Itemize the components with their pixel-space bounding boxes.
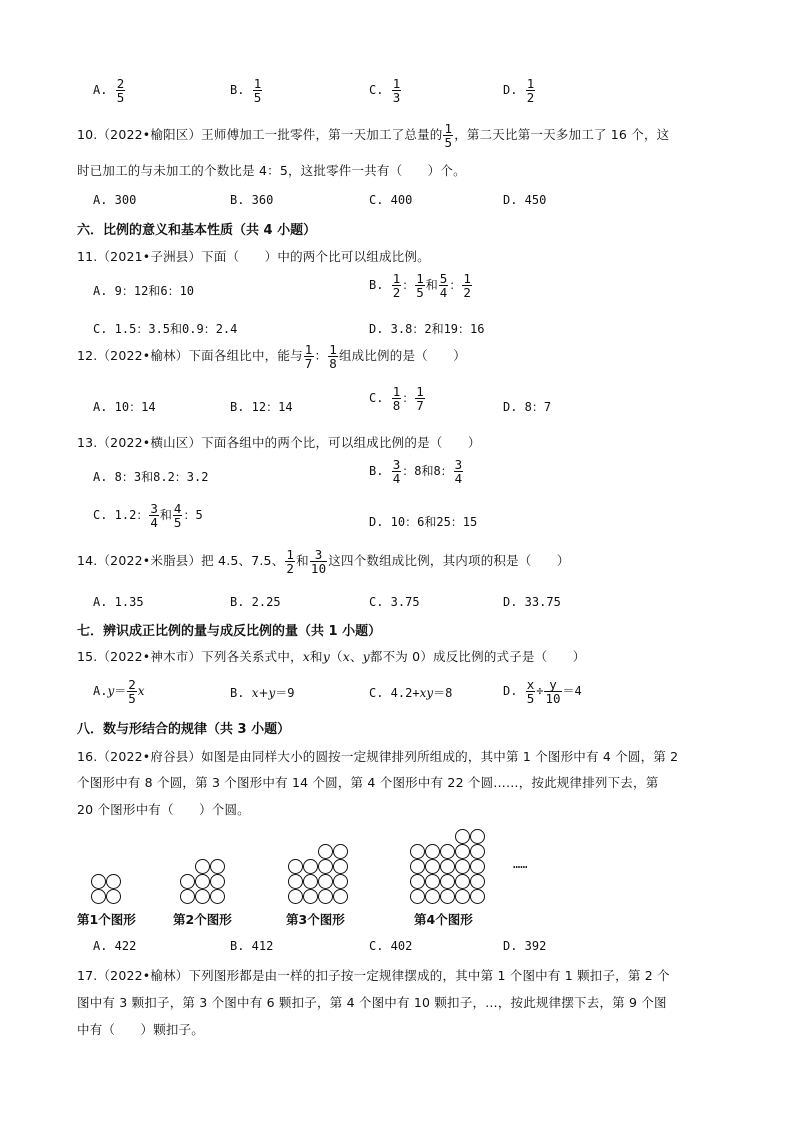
ratio-colon: ：: [402, 278, 415, 293]
numerator: 1: [304, 342, 313, 357]
figure-ellipsis: ……: [513, 857, 528, 871]
denominator: 4: [454, 471, 463, 487]
denominator: 2: [286, 561, 295, 577]
pattern-circle: [411, 890, 425, 904]
pattern-circle: [196, 860, 210, 874]
variable-x: x: [342, 649, 350, 664]
q13-option-a: A. 8：3和8.2：3.2: [93, 470, 209, 484]
pattern-circle: [334, 845, 348, 859]
denominator: 4: [150, 515, 158, 531]
pattern-circle: [456, 860, 470, 874]
numerator: 3: [150, 501, 158, 516]
option-letter: C.: [369, 391, 384, 406]
denominator: 5: [128, 691, 136, 707]
q11-option-d: D. 3.8：2和19：16: [369, 322, 485, 336]
q16-line2: 个图形中有 8 个圆，第 3 个图形中有 14 个圆，第 4 个图形中有 22 个圆……，按此规律排列下去，第: [77, 775, 659, 790]
divide-sign: ÷: [536, 684, 544, 699]
q9-option-c: [369, 77, 402, 104]
fraction: [173, 502, 183, 529]
and-text: 和: [310, 649, 323, 664]
ratio-text: ：8和8：: [402, 464, 453, 479]
option-letter: B.: [369, 278, 384, 293]
fraction: [415, 272, 425, 299]
numerator: 1: [444, 121, 453, 136]
numerator: x: [526, 677, 535, 692]
q14-text: 这四个数组成比例，其内项的积是（ ）: [328, 553, 570, 569]
q9-option-d: [503, 77, 536, 104]
q14-option-a: A. 1.35: [93, 595, 144, 609]
q15-text: （: [329, 649, 343, 664]
pattern-circle: [411, 875, 425, 889]
q15-text: 、: [349, 649, 363, 664]
fraction: [544, 678, 561, 705]
q13-stem: 13.（2022•横山区）下面各组中的两个比，可以组成比例的是（ ）: [77, 435, 481, 450]
pattern-circle: [471, 845, 485, 859]
q10-text: ，第二天比第一天多加工了 16 个，这: [454, 127, 670, 143]
fraction: [526, 678, 536, 705]
pattern-circle: [211, 890, 225, 904]
numerator: 1: [526, 76, 535, 91]
q15-text: 15.（2022•神木市）下列各关系式中，: [77, 649, 303, 664]
numerator: 3: [314, 547, 323, 562]
numerator: 2: [128, 677, 136, 692]
pattern-circle: [92, 875, 106, 889]
equation-tail: ＝8: [433, 686, 453, 700]
fraction: [454, 458, 464, 485]
and-text: 和: [159, 508, 172, 523]
pattern-circle: [334, 875, 348, 889]
q11-option-b: [369, 272, 473, 299]
q16-line3: 20 个图形中有（ ）个圆。: [77, 802, 250, 817]
pattern-circle: [107, 890, 121, 904]
pattern-circle: [211, 860, 225, 874]
numerator: 1: [416, 384, 424, 399]
fraction: [392, 272, 402, 299]
q14-text: 14.（2022•米脂县）把 4.5、7.5、: [77, 553, 285, 569]
fraction: [462, 272, 472, 299]
q15-option-b: [230, 684, 295, 701]
denominator: 2: [463, 285, 471, 301]
expression: x+y: [251, 686, 276, 700]
pattern-circle: [319, 890, 333, 904]
pattern-circle: [426, 845, 440, 859]
pattern-circle: [471, 830, 485, 844]
equals-sign: ＝: [114, 684, 127, 699]
pattern-circle: [289, 875, 303, 889]
pattern-circle: [319, 875, 333, 889]
pattern-circle: [471, 875, 485, 889]
q11-stem: 11.（2021•子洲县）下面（ ）中的两个比可以组成比例。: [77, 249, 430, 264]
fraction: [392, 77, 402, 104]
q10-option-c: C. 400: [369, 193, 413, 207]
q10-line2: 时已加工的与未加工的个数比是 4：5，这批零件一共有（ ）个。: [77, 163, 466, 178]
numerator: 1: [392, 384, 401, 399]
numerator: 1: [392, 76, 401, 91]
q15-option-d: [503, 678, 582, 705]
pattern-circle: [456, 830, 470, 844]
q17-line3: 中有（ ）颗扣子。: [77, 1022, 205, 1037]
numerator: 1: [416, 271, 424, 286]
numerator: 3: [454, 457, 463, 472]
pattern-circle: [319, 860, 333, 874]
and-text: 和: [296, 553, 309, 569]
q13-option-b: [369, 458, 464, 485]
equation-tail: ＝9: [275, 686, 295, 700]
pattern-circle: [289, 890, 303, 904]
option-text: C. 4.2+: [369, 686, 420, 700]
ratio-colon: ：: [402, 391, 415, 406]
fraction: [304, 343, 314, 370]
equation-tail: ＝4: [562, 684, 582, 699]
q10-option-a: A. 300: [93, 193, 137, 207]
numerator: 1: [463, 271, 471, 286]
pattern-circle: [107, 875, 121, 889]
q13-option-d: D. 10：6和25：15: [369, 515, 478, 529]
fraction: [439, 272, 449, 299]
denominator: 7: [304, 356, 313, 372]
q12-stem: [77, 343, 466, 370]
numerator: 1: [329, 342, 337, 357]
pattern-circle: [334, 890, 348, 904]
pattern-circle: [441, 890, 455, 904]
pattern-circle: [426, 890, 440, 904]
numerator: 1: [253, 76, 262, 91]
numerator: 4: [173, 501, 182, 516]
numerator: 1: [392, 271, 401, 286]
fraction: [149, 502, 159, 529]
denominator: 2: [526, 90, 535, 106]
section-heading-8: 八．数与形结合的规律（共 3 小题）: [77, 722, 291, 737]
pattern-circle: [181, 890, 195, 904]
q15-option-c: [369, 684, 452, 701]
option-letter: B.: [230, 686, 245, 700]
denominator: 3: [392, 90, 401, 106]
pattern-circle: [471, 890, 485, 904]
fraction: [392, 458, 402, 485]
q9-option-a: [93, 77, 126, 104]
expression: xy: [419, 686, 434, 700]
q16-option-b: B. 412: [230, 939, 274, 953]
numerator: 1: [286, 547, 295, 562]
q10-text: 10.（2022•榆阳区）王师傅加工一批零件，第一天加工了总量的: [77, 127, 443, 143]
q11-option-a: A. 9：12和6：10: [93, 284, 195, 298]
q12-text: 组成比例的是（ ）: [338, 348, 466, 364]
numerator: 3: [392, 457, 401, 472]
circle-pattern-figure: [80, 825, 550, 910]
numerator: 5: [439, 271, 448, 286]
pattern-circle: [319, 845, 333, 859]
denominator: 5: [253, 90, 262, 106]
pattern-circle: [426, 860, 440, 874]
fraction: [310, 548, 327, 575]
pattern-circle: [196, 890, 210, 904]
q14-option-c: C. 3.75: [369, 595, 420, 609]
q17-line2: 图中有 3 颗扣子，第 3 个图中有 6 颗扣子，第 4 个图中有 10 颗扣子，…，按此规律摆下去，第 9 个图: [77, 995, 667, 1010]
pattern-circle: [181, 875, 195, 889]
section-heading-6: 六．比例的意义和基本性质（共 4 小题）: [77, 223, 317, 238]
pattern-circle: [411, 845, 425, 859]
denominator: 10: [545, 691, 561, 707]
q12-text: 12.（2022•榆林）下面各组比中，能与: [77, 348, 303, 364]
denominator: 5: [444, 135, 453, 151]
pattern-circle: [456, 890, 470, 904]
q16-option-c: C. 402: [369, 939, 413, 953]
figure-label-4: 第4个图形: [414, 912, 473, 927]
option-letter: D.: [503, 83, 518, 98]
pattern-circle: [426, 875, 440, 889]
q16-line1: 16.（2022•府谷县）如图是由同样大小的圆按一定规律排列所组成的，其中第 1 个图形中有 4 个圆，第 2: [77, 749, 679, 764]
denominator: 5: [116, 90, 125, 106]
variable-x: x: [137, 684, 145, 699]
option-letter: C.: [369, 83, 384, 98]
variable-x: x: [302, 649, 311, 664]
fraction: [415, 385, 425, 412]
denominator: 7: [416, 398, 424, 414]
q12-option-c: [369, 385, 426, 412]
pattern-circle: [196, 875, 210, 889]
denominator: 10: [310, 561, 327, 577]
fraction: [328, 343, 338, 370]
numerator: 2: [116, 76, 125, 91]
pattern-circle: [411, 860, 425, 874]
pattern-circle: [211, 875, 225, 889]
figure-label-1: 第1个图形: [77, 912, 136, 927]
q17-line1: 17.（2022•榆林）下列图形都是由一样的扣子按一定规律摆成的，其中第 1 个图中有 1 颗扣子，第 2 个: [77, 968, 670, 983]
option-letter: B.: [369, 464, 384, 479]
q10-line1: [77, 122, 669, 149]
fraction: [253, 77, 263, 104]
option-letter: B.: [230, 83, 245, 98]
pattern-circle: [456, 845, 470, 859]
ratio-colon: ：: [314, 348, 328, 364]
option-letter: A.: [93, 83, 108, 98]
q10-option-d: D. 450: [503, 193, 547, 207]
ratio-colon: ：: [449, 278, 462, 293]
q11-option-c: C. 1.5：3.5和0.9：2.4: [93, 322, 238, 336]
q12-option-a: A. 10：14: [93, 400, 156, 414]
pattern-circle: [304, 860, 318, 874]
q14-option-d: D. 33.75: [503, 595, 561, 609]
pattern-circle: [289, 860, 303, 874]
q15-option-a: [93, 678, 145, 705]
denominator: 2: [392, 285, 401, 301]
pattern-circle: [334, 860, 348, 874]
pattern-circle: [456, 875, 470, 889]
q16-option-d: D. 392: [503, 939, 547, 953]
q9-option-b: [230, 77, 263, 104]
denominator: 8: [392, 398, 401, 414]
variable-y: y: [322, 649, 330, 664]
figure-label-2: 第2个图形: [173, 912, 232, 927]
figure-label-3: 第3个图形: [286, 912, 345, 927]
variable-y: y: [107, 684, 115, 699]
option-letter: A.: [93, 684, 108, 699]
q14-option-b: B. 2.25: [230, 595, 281, 609]
fraction: [285, 548, 295, 575]
q12-option-b: B. 12：14: [230, 400, 293, 414]
q16-option-a: A. 422: [93, 939, 137, 953]
fraction: [127, 678, 137, 705]
pattern-circle: [304, 890, 318, 904]
q15-stem: [77, 647, 585, 665]
pattern-circle: [441, 860, 455, 874]
fraction: [443, 122, 453, 149]
fraction: [116, 77, 126, 104]
q10-option-b: B. 360: [230, 193, 274, 207]
fraction: [392, 385, 402, 412]
denominator: 8: [329, 356, 337, 372]
fraction: [526, 77, 536, 104]
option-letter: C. 1.2：: [93, 508, 149, 523]
q12-option-d: D. 8：7: [503, 400, 552, 414]
pattern-circle: [471, 860, 485, 874]
ratio-text: ：5: [183, 508, 203, 523]
pattern-circle: [304, 875, 318, 889]
q14-stem: [77, 548, 570, 575]
pattern-circle: [92, 890, 106, 904]
denominator: 5: [173, 515, 182, 531]
and-text: 和: [425, 278, 438, 293]
pattern-circle: [441, 875, 455, 889]
denominator: 4: [439, 285, 448, 301]
option-letter: D.: [503, 684, 518, 699]
numerator: y: [549, 677, 557, 692]
pattern-circle: [441, 845, 455, 859]
section-heading-7: 七．辨识成正比例的量与成反比例的量（共 1 小题）: [77, 624, 382, 639]
q15-text: 都不为 0）成反比例的式子是（ ）: [369, 649, 586, 664]
denominator: 5: [416, 285, 424, 301]
denominator: 5: [526, 691, 535, 707]
denominator: 4: [392, 471, 401, 487]
variable-y: y: [362, 649, 370, 664]
q13-option-c: [93, 502, 203, 529]
